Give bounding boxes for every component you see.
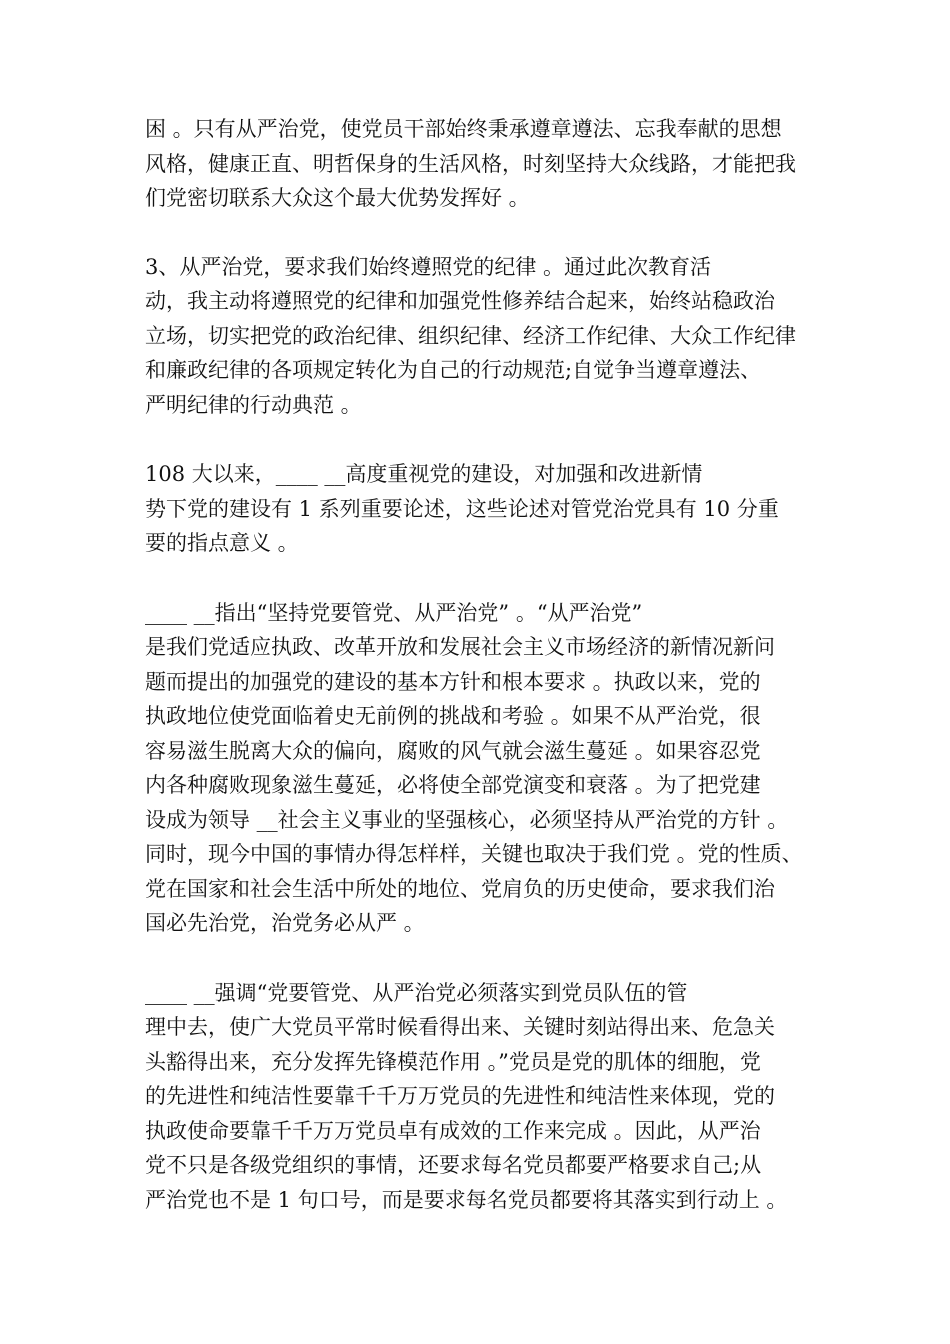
paragraph-3: 108 大以来，____ __高度重视党的建设，对加强和改进新情 势下党的建设有 1 系列重要论述，这些论述对管党治党具有 10 分重 要的指点意义 。 — [145, 462, 779, 555]
document-body — [145, 112, 815, 1252]
paragraph-2: 3、从严治党，要求我们始终遵照党的纪律 。通过此次教育活 动，我主动将遵照党的纪律和加强党性修养结合起来，始终站稳政治 立场，切实把党的政治纪律、组织纪律、经济工作纪律、大众工作纪律 和廉政纪律的各项规定转化为自己的行动规范;自觉争当遵章遵法、 严明纪律的行动典范 。 — [145, 254, 796, 417]
paragraph-5: ____ __强调“党要管党、从严治党必须落实到党员队伍的管 理中去，使广大党员平常时候看得出来、关键时刻站得出来、危急关 头豁得出来，充分发挥先锋模范作用 。”党员是党的肌体的细胞，党 的先进性和纯洁性要靠千千万万党员的先进性和纯洁性来体现，党的 执政使命要靠千千万万党员卓有成效的工作来完成 。因此，从严治 党不只是各级党组织的事情，还要求每名党员都要严格要求自己;从 严治党也不是 1 句口号，而是要求每名党员都要将其落实到行动上 。 — [145, 980, 788, 1212]
paragraph-1: 困 。只有从严治党，使党员干部始终秉承遵章遵法、忘我奉献的思想 风格，健康正直、明哲保身的生活风格，时刻坚持大众线路，才能把我 们党密切联系大众这个最大优势发挥好 。 — [145, 117, 796, 210]
paragraph-4: ____ __指出“坚持党要管党、从严治党” 。“从严治党” 是我们党适应执政、改革开放和发展社会主义市场经济的新情况新问 题而提出的加强党的建设的基本方针和根本要求 。执政以来，党的 执政地位使党面临着史无前例的挑战和考验 。如果不从严治党，很 容易滋生脱离大众的偏向，腐败的风气就会滋生蔓延 。如果容忍党 内各种腐败现象滋生蔓延，必将使全部党演变和衰落 。为了把党建 设成为领导 __社会主义事业的坚强核心，必须坚持从严治党的方针 。 同时，现今中国的事情办得怎样样，关键也取决于我们党 。党的性质、 党在国家和社会生活中所处的地位、党肩负的历史使命，要求我们治 国必先治党，治党务必从严 。 — [145, 600, 803, 935]
